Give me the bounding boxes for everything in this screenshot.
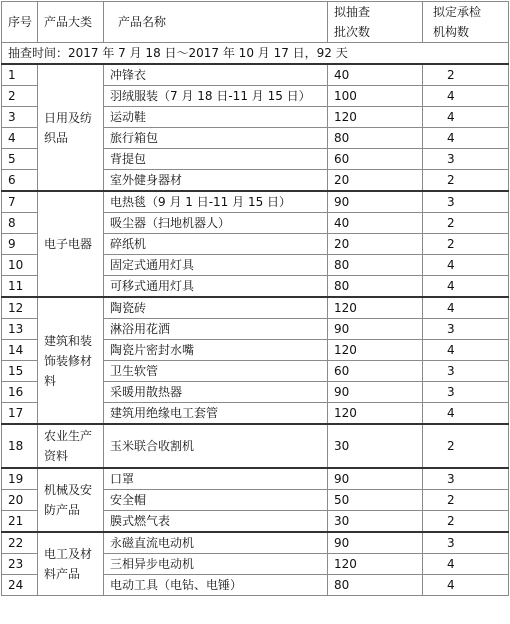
header-agencies-line1: 拟定承检 bbox=[433, 5, 482, 19]
row-seq: 23 bbox=[2, 554, 38, 575]
header-batches-line1: 拟抽查 bbox=[334, 5, 371, 19]
row-seq: 17 bbox=[2, 403, 38, 425]
row-agencies: 2 bbox=[423, 213, 509, 234]
row-seq: 22 bbox=[2, 532, 38, 554]
table-row bbox=[2, 424, 509, 468]
row-product-name: 旅行箱包 bbox=[104, 128, 328, 149]
row-batches: 50 bbox=[328, 490, 423, 511]
row-batches: 30 bbox=[328, 424, 423, 468]
row-seq: 14 bbox=[2, 340, 38, 361]
row-seq: 3 bbox=[2, 107, 38, 128]
table-row bbox=[2, 64, 509, 86]
row-category: 电子电器 bbox=[38, 191, 104, 297]
row-category: 电工及材料产品 bbox=[38, 532, 104, 596]
row-seq: 11 bbox=[2, 276, 38, 298]
table-row bbox=[2, 532, 509, 554]
row-agencies: 2 bbox=[423, 511, 509, 533]
row-batches: 120 bbox=[328, 340, 423, 361]
row-batches: 60 bbox=[328, 149, 423, 170]
row-agencies: 4 bbox=[423, 128, 509, 149]
row-agencies: 3 bbox=[423, 319, 509, 340]
row-category: 日用及纺织品 bbox=[38, 64, 104, 191]
row-seq: 15 bbox=[2, 361, 38, 382]
row-category: 建筑和装饰装修材料 bbox=[38, 297, 104, 424]
row-product-name: 电动工具（电钻、电锤） bbox=[104, 575, 328, 596]
header-batches bbox=[328, 2, 423, 43]
row-seq: 5 bbox=[2, 149, 38, 170]
row-product-name: 建筑用绝缘电工套管 bbox=[104, 403, 328, 425]
row-agencies: 4 bbox=[423, 403, 509, 425]
row-product-name: 背提包 bbox=[104, 149, 328, 170]
row-batches: 20 bbox=[328, 234, 423, 255]
row-product-name: 陶瓷片密封水嘴 bbox=[104, 340, 328, 361]
row-seq: 21 bbox=[2, 511, 38, 533]
row-agencies: 2 bbox=[423, 64, 509, 86]
row-product-name: 卫生软管 bbox=[104, 361, 328, 382]
row-agencies: 4 bbox=[423, 86, 509, 107]
row-seq: 2 bbox=[2, 86, 38, 107]
row-product-name: 碎纸机 bbox=[104, 234, 328, 255]
period-row bbox=[2, 43, 509, 65]
row-seq: 7 bbox=[2, 191, 38, 213]
row-batches: 100 bbox=[328, 86, 423, 107]
row-product-name: 冲锋衣 bbox=[104, 64, 328, 86]
row-batches: 80 bbox=[328, 255, 423, 276]
row-batches: 120 bbox=[328, 297, 423, 319]
row-agencies: 3 bbox=[423, 361, 509, 382]
header-agencies bbox=[423, 2, 509, 43]
row-seq: 16 bbox=[2, 382, 38, 403]
row-batches: 80 bbox=[328, 128, 423, 149]
row-product-name: 采暖用散热器 bbox=[104, 382, 328, 403]
row-batches: 90 bbox=[328, 319, 423, 340]
table-row bbox=[2, 468, 509, 490]
row-batches: 20 bbox=[328, 170, 423, 192]
row-batches: 40 bbox=[328, 64, 423, 86]
row-seq: 4 bbox=[2, 128, 38, 149]
row-agencies: 4 bbox=[423, 255, 509, 276]
row-batches: 30 bbox=[328, 511, 423, 533]
period-text: 抽查时间：2017 年 7 月 18 日～2017 年 10 月 17 日，92 天 bbox=[2, 43, 509, 65]
row-agencies: 4 bbox=[423, 554, 509, 575]
row-product-name: 运动鞋 bbox=[104, 107, 328, 128]
row-seq: 8 bbox=[2, 213, 38, 234]
row-seq: 6 bbox=[2, 170, 38, 192]
row-product-name: 吸尘器（扫地机器人） bbox=[104, 213, 328, 234]
row-product-name: 永磁直流电动机 bbox=[104, 532, 328, 554]
row-seq: 20 bbox=[2, 490, 38, 511]
row-agencies: 2 bbox=[423, 424, 509, 468]
row-agencies: 4 bbox=[423, 575, 509, 596]
row-product-name: 膜式燃气表 bbox=[104, 511, 328, 533]
table-row bbox=[2, 191, 509, 213]
row-batches: 120 bbox=[328, 403, 423, 425]
row-batches: 80 bbox=[328, 276, 423, 298]
row-category: 农业生产资料 bbox=[38, 424, 104, 468]
row-batches: 90 bbox=[328, 468, 423, 490]
row-agencies: 3 bbox=[423, 468, 509, 490]
row-batches: 90 bbox=[328, 532, 423, 554]
row-product-name: 室外健身器材 bbox=[104, 170, 328, 192]
row-seq: 10 bbox=[2, 255, 38, 276]
row-category: 机械及安防产品 bbox=[38, 468, 104, 532]
row-product-name: 陶瓷砖 bbox=[104, 297, 328, 319]
row-seq: 13 bbox=[2, 319, 38, 340]
row-seq: 9 bbox=[2, 234, 38, 255]
row-agencies: 2 bbox=[423, 490, 509, 511]
row-agencies: 2 bbox=[423, 234, 509, 255]
row-seq: 12 bbox=[2, 297, 38, 319]
row-agencies: 4 bbox=[423, 340, 509, 361]
row-product-name: 羽绒服装（7 月 18 日-11 月 15 日） bbox=[104, 86, 328, 107]
row-batches: 90 bbox=[328, 382, 423, 403]
row-product-name: 电热毯（9 月 1 日-11 月 15 日） bbox=[104, 191, 328, 213]
header-agencies-line2: 机构数 bbox=[433, 25, 470, 39]
row-seq: 24 bbox=[2, 575, 38, 596]
row-agencies: 4 bbox=[423, 297, 509, 319]
row-agencies: 4 bbox=[423, 276, 509, 298]
row-seq: 19 bbox=[2, 468, 38, 490]
header-row bbox=[2, 2, 509, 43]
row-batches: 90 bbox=[328, 191, 423, 213]
row-product-name: 三相异步电动机 bbox=[104, 554, 328, 575]
header-category: 产品大类 bbox=[38, 2, 104, 43]
header-seq: 序号 bbox=[2, 2, 38, 43]
row-agencies: 3 bbox=[423, 532, 509, 554]
header-name: 产品名称 bbox=[104, 2, 328, 43]
row-batches: 120 bbox=[328, 554, 423, 575]
row-agencies: 4 bbox=[423, 107, 509, 128]
row-agencies: 3 bbox=[423, 149, 509, 170]
table-row bbox=[2, 297, 509, 319]
inspection-plan-table bbox=[1, 1, 509, 596]
row-batches: 80 bbox=[328, 575, 423, 596]
row-batches: 60 bbox=[328, 361, 423, 382]
row-agencies: 3 bbox=[423, 382, 509, 403]
row-product-name: 口罩 bbox=[104, 468, 328, 490]
row-agencies: 3 bbox=[423, 191, 509, 213]
row-product-name: 安全帽 bbox=[104, 490, 328, 511]
row-batches: 40 bbox=[328, 213, 423, 234]
table-body bbox=[2, 64, 509, 596]
row-seq: 18 bbox=[2, 424, 38, 468]
row-seq: 1 bbox=[2, 64, 38, 86]
row-agencies: 2 bbox=[423, 170, 509, 192]
row-product-name: 玉米联合收割机 bbox=[104, 424, 328, 468]
row-batches: 120 bbox=[328, 107, 423, 128]
header-batches-line2: 批次数 bbox=[334, 25, 371, 39]
row-product-name: 可移式通用灯具 bbox=[104, 276, 328, 298]
row-product-name: 淋浴用花洒 bbox=[104, 319, 328, 340]
row-product-name: 固定式通用灯具 bbox=[104, 255, 328, 276]
